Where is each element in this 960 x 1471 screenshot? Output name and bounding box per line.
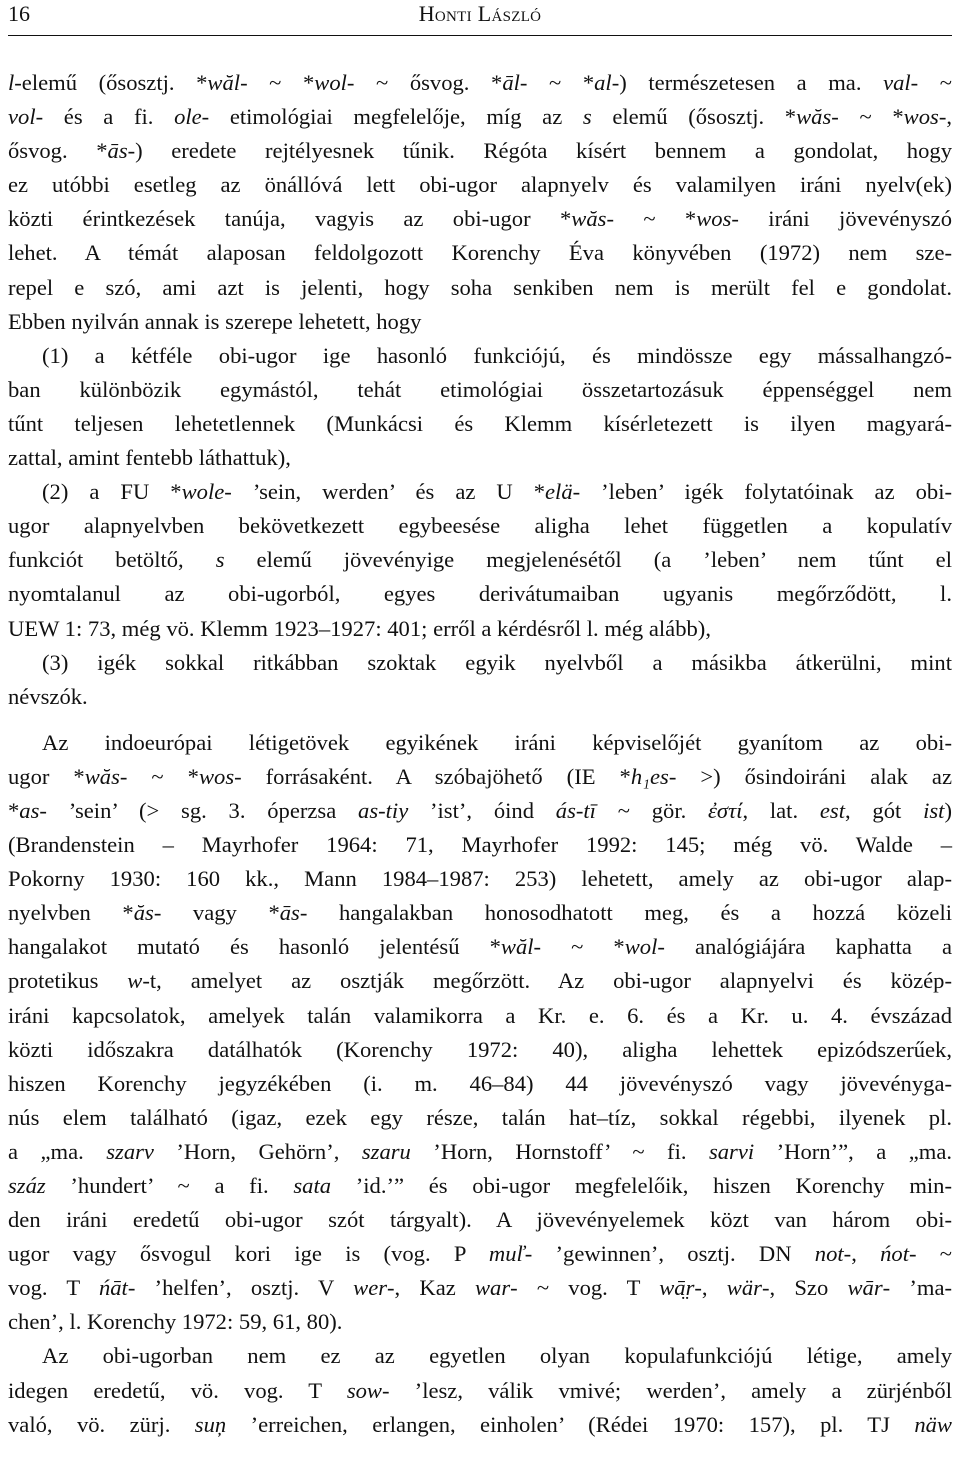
text-line: *as- ’sein’ (> sg. 3. óperzsa as-tiy ’ist’, óind ás-tī ~ gör. ἐστί, lat. est, gót ist) (8, 797, 952, 823)
paragraph-gap (8, 714, 952, 726)
text-line: (Brandenstein – Mayrhofer 1964: 71, Mayrhofer 1992: 145; még vö. Walde – (8, 832, 952, 858)
text-line: ban különbözik egymástól, tehát etimológiai összetartozásuk éppenséggel nem (8, 376, 952, 402)
text-line: Pokorny 1930: 160 kk., Mann 1984–1987: 253) lehetett, amely az obi-ugor alap- (8, 866, 952, 892)
text-line: hiszen Korenchy jegyzékében (i. m. 46–84) 44 jövevényszó vagy jövevényga- (8, 1070, 952, 1096)
text-line: közti időszakra datálhatók (Korenchy 1972: 40), aligha lehettek epizódszerűek, (8, 1036, 952, 1062)
page-number: 16 (8, 1, 30, 26)
text-line: nús elem található (igaz, ezek egy része, talán hat–tíz, sokkal régebbi, ilyenek pl. (8, 1104, 952, 1130)
text-line: funkciót betöltő, s elemű jövevényige megjelenésétől (a ’leben’ nem tűnt el (8, 547, 952, 573)
text-line: den iráni eredetű obi-ugor szót tárgyalt). A jövevényelemek közt van három obi- (8, 1207, 952, 1233)
text-line: tűnt teljesen lehetetlennek (Munkácsi és Klemm kísérletezett is ilyen magyará- (8, 410, 952, 436)
text-line: protetikus w-t, amelyet az osztják megőrzött. Az obi-ugor alapnyelvi és közép- (8, 968, 952, 994)
text-line: ugor alapnyelvben bekövetkezett egybeesése aligha lehet független a kopulatív (8, 513, 952, 539)
text-line: (2) a FU *wole- ’sein, werden’ és az U *elä- ’leben’ igék folytatóinak az obi- (42, 479, 953, 505)
text-line: vog. T ńāt- ’helfen’, osztj. V wer-, Kaz war- ~ vog. T wā̤r-, wär-, Szo wār- ’ma- (8, 1275, 953, 1301)
text-line: idegen eredetű, vö. vog. T sow- ’lesz, válik vmivé; werden’, amely a zürjénből (8, 1377, 952, 1403)
text-line: ősvog. *ās-) eredete rejtélyesnek tűnik. Régóta kísért bennem a gondolat, hogy (8, 138, 952, 164)
header-rule (8, 35, 952, 36)
text-line: hangalakot mutató és hasonló jelentésű *wăl- ~ *wol- analógiájára kaphatta a (8, 934, 953, 960)
text-line: való, vö. zürj. suņ ’erreichen, erlangen, einholen’ (Rédei 1970: 157), pl. TJ näw (8, 1411, 952, 1437)
text-line: Az obi-ugorban nem ez az egyetlen olyan kopulafunkciójú létige, amely (42, 1343, 952, 1369)
text-line: l-elemű (ősosztj. *wăl- ~ *wol- ~ ősvog. *āl- ~ *al-) természetesen a ma. val- ~ (8, 70, 952, 95)
text-line: vol- és a fi. ole- etimológiai megfelelője, míg az s elemű (ősosztj. *wăs- ~ *wos-, (8, 104, 952, 130)
text-line: nyelvben *ăs- vagy *ās- hangalakban honosodhatott meg, és a hozzá közeli (8, 900, 953, 926)
text-line: a „ma. szarv ’Horn, Gehörn’, szaru ’Horn, Hornstoff’ ~ fi. sarvi ’Horn’”, a „ma. (8, 1138, 953, 1164)
text-line: zattal, amint fentebb láthattuk), (8, 445, 291, 471)
text-line: száz ’hundert’ ~ a fi. sata ’id.’” és obi-ugor megfelelőik, hiszen Korenchy min- (8, 1173, 952, 1198)
text-line: nyomtalanul az obi-ugorból, egyes derivátumaiban ugyanis megőrződött, l. (8, 581, 952, 607)
text-line: névszók. (8, 683, 88, 709)
text-line: (1) a kétféle obi-ugor ige hasonló funkciójú, és mindössze egy mássalhangzó- (42, 342, 952, 368)
text-line: repel e szó, ami azt is jelenti, hogy soha senkiben nem is merült fel e gondolat. (8, 274, 952, 300)
text-line: iráni kapcsolatok, amelyek talán valamikorra a Kr. e. 6. és a Kr. u. 4. évszázad (8, 1002, 952, 1028)
text-line: Az indoeurópai létigetövek egyikének iráni képviselőjét gyanítom az obi- (42, 729, 952, 755)
text-line: közti érintkezések tanúja, vagyis az obi-ugor *wăs- ~ *wos- iráni jövevényszó (8, 206, 952, 232)
text-line: chen’, l. Korenchy 1972: 59, 61, 80). (8, 1309, 343, 1335)
text-line: UEW 1: 73, még vö. Klemm 1923–1927: 401; erről a kérdésről l. még alább), (8, 615, 711, 641)
text-line: lehet. A témát alaposan feldolgozott Korenchy Éva könyvében (1972) nem sze- (8, 240, 952, 266)
text-line: ugor vagy ősvogul kori ige is (vog. P muľ- ’gewinnen’, osztj. DN not-, ńot- ~ (8, 1241, 952, 1267)
text-line: (3) igék sokkal ritkábban szoktak egyik nyelvből a másikba átkerülni, mint (42, 649, 952, 675)
text-line: Ebben nyilván annak is szerepe lehetett, hogy (8, 308, 422, 334)
text-line: ugor *wăs- ~ *wos- forrásaként. A szóbajöhető (IE *h₁es- >) ősindoiráni alak az (8, 763, 952, 789)
body-text (8, 66, 952, 1442)
running-head: Honti László (418, 1, 542, 26)
text-line: ez utóbbi esetleg az önállóvá lett obi-ugor alapnyelv és valamilyen iráni nyelv(ek) (8, 172, 952, 198)
page-header (8, 2, 952, 36)
